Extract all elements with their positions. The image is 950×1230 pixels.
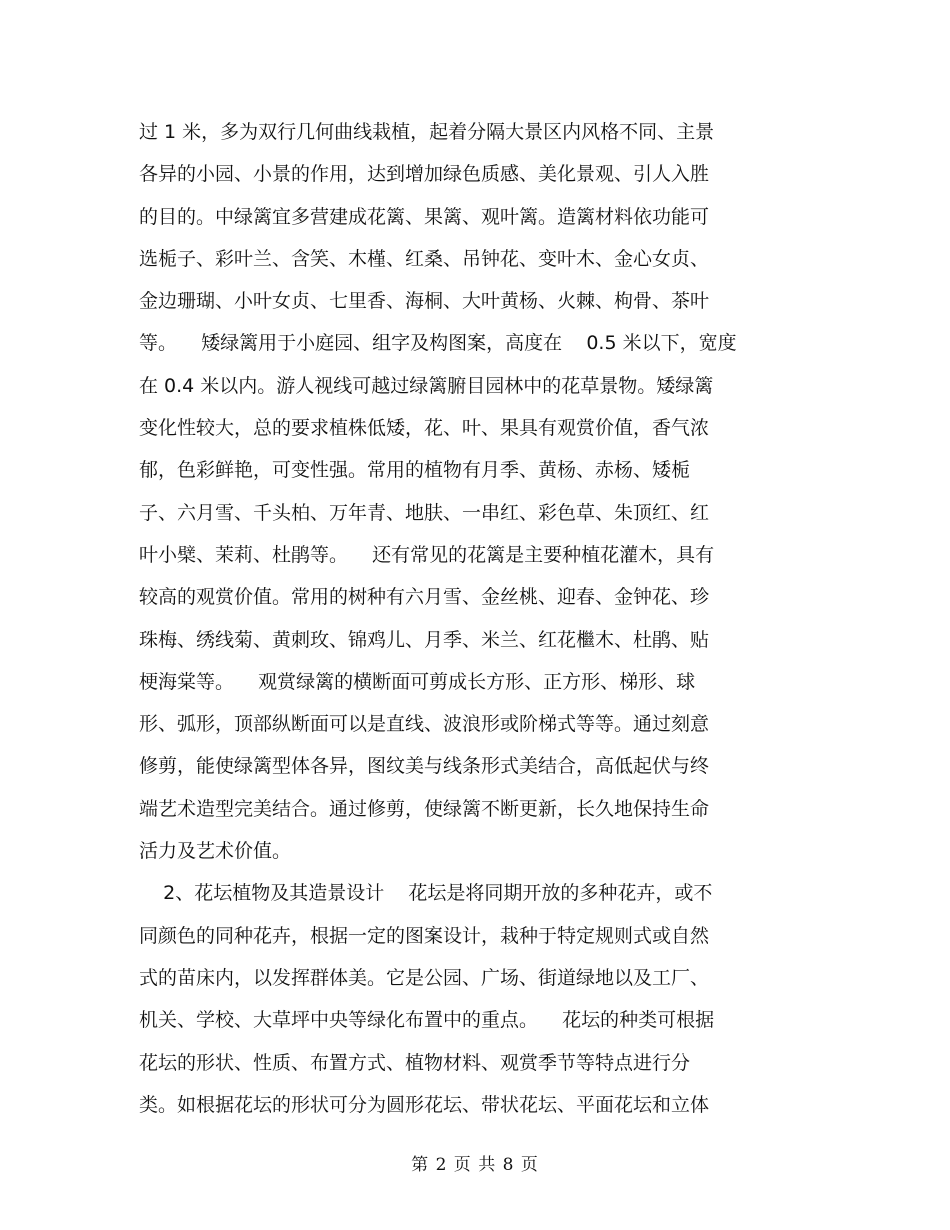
text-line: 花坛的形状、性质、布置方式、植物材料、观赏季节等特点进行分 [139, 1051, 691, 1074]
page-number-footer: 第 2 页 共 8 页 [411, 1155, 539, 1175]
text-line: 较高的观赏价值。常用的树种有六月雪、金丝桃、迎春、金钟花、珍 [139, 586, 710, 609]
text-line: 端艺术造型完美结合。通过修剪，使绿篱不断更新，长久地保持生命 [139, 797, 710, 820]
text-line: 子、六月雪、千头柏、万年青、地肤、一串红、彩色草、朱顶红、红 [139, 501, 710, 524]
section-heading-line: 2、花坛植物及其造景设计 花坛是将同期开放的多种花卉，或不 [139, 882, 713, 905]
text-line: 郁，色彩鲜艳，可变性强。常用的植物有月季、黄杨、赤杨、矮栀 [139, 459, 691, 482]
text-line: 过 1 米，多为双行几何曲线栽植，起着分隔大景区内风格不同、主景 [139, 121, 715, 143]
text-line: 珠梅、绣线菊、黄刺玫、锦鸡儿、月季、米兰、红花檵木、杜鹃、贴 [139, 628, 710, 651]
text-line: 同颜色的同种花卉，根据一定的图案设计，栽种于特定规则式或自然 [139, 924, 710, 947]
text-line: 形、弧形，顶部纵断面可以是直线、波浪形或阶梯式等等。通过刻意 [139, 713, 710, 736]
text-line: 机关、学校、大草坪中央等绿化布置中的重点。 花坛的种类可根据 [139, 1009, 715, 1032]
text-line: 金边珊瑚、小叶女贞、七里香、海桐、大叶黄杨、火棘、枸骨、茶叶 [139, 290, 710, 313]
text-line: 梗海棠等。 观赏绿篱的横断面可剪成长方形、正方形、梯形、球 [139, 670, 696, 693]
text-line: 叶小檗、茉莉、杜鹃等。 还有常见的花篱是主要种植花灌木，具有 [139, 543, 715, 566]
text-line: 选栀子、彩叶兰、含笑、木槿、红桑、吊钟花、变叶木、金心女贞、 [139, 247, 710, 270]
text-line: 的目的。中绿篱宜多营建成花篱、果篱、观叶篱。造篱材料依功能可 [139, 205, 710, 228]
text-line: 各异的小园、小景的作用，达到增加绿色质感、美化景观、引人入胜 [139, 163, 710, 186]
text-line: 等。 矮绿篱用于小庭园、组字及构图案，高度在 0.5 米以下，宽度 [139, 332, 737, 355]
text-line: 在 0.4 米以内。游人视线可越过绿篱腑目园林中的花草景物。矮绿篱 [139, 374, 714, 397]
text-line: 类。如根据花坛的形状可分为圆形花坛、带状花坛、平面花坛和立体 [139, 1093, 710, 1116]
text-line: 式的苗床内，以发挥群体美。它是公园、广场、街道绿地以及工厂、 [139, 966, 710, 989]
text-line: 变化性较大，总的要求植株低矮，花、叶、果具有观赏价值，香气浓 [139, 417, 710, 440]
text-line: 修剪，能使绿篱型体各异，图纹美与线条形式美结合，高低起伏与终 [139, 755, 710, 778]
text-line: 活力及艺术价值。 [139, 840, 292, 863]
body-text [139, 111, 799, 1126]
